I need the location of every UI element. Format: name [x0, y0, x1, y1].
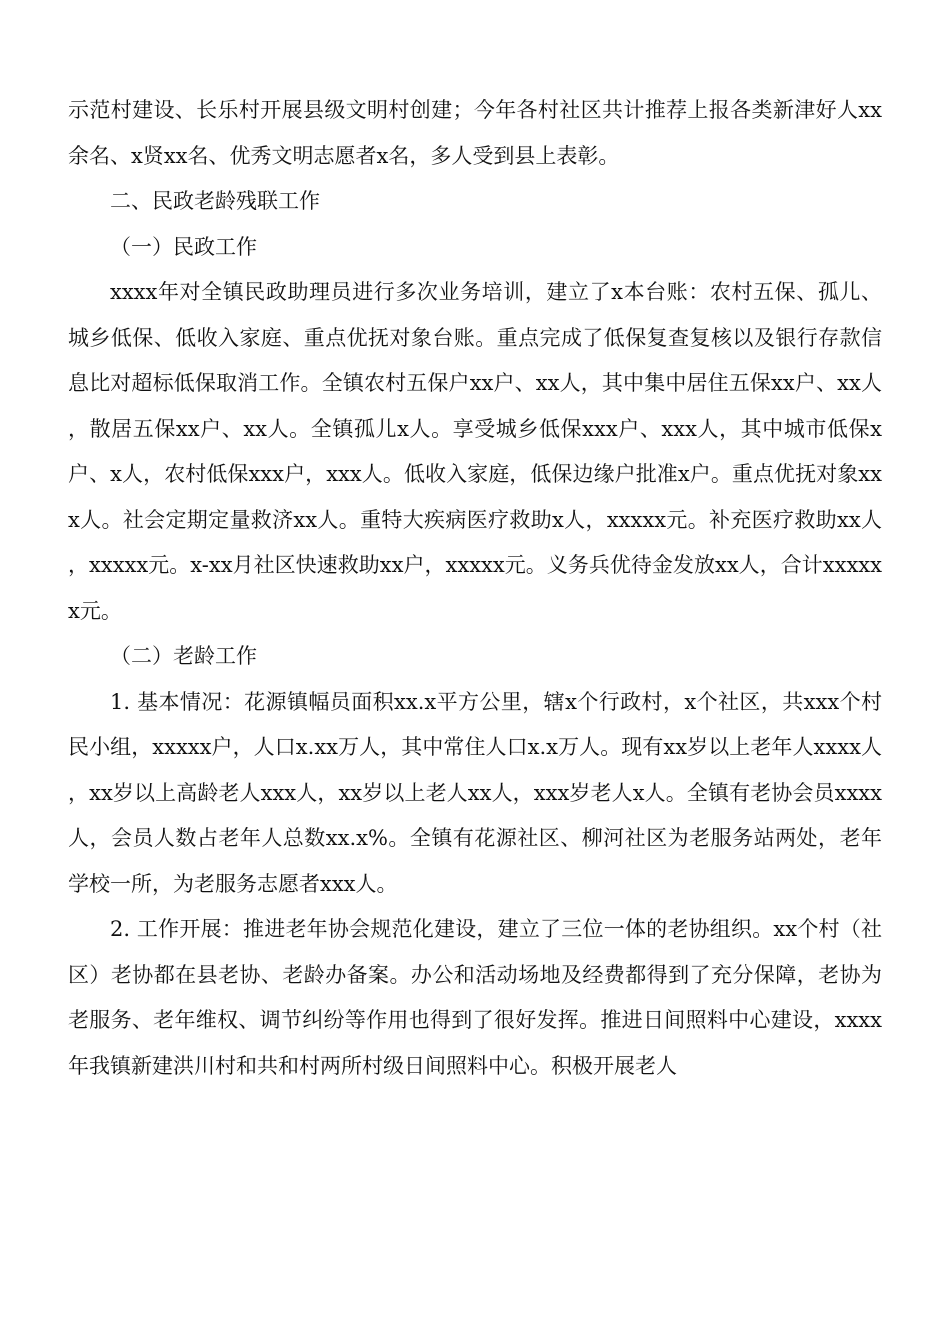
- paragraph-work-progress: 2. 工作开展：推进老年协会规范化建设，建立了三位一体的老协组织。xx个村（社区）老协都在县老协、老龄办备案。办公和活动场地及经费都得到了充分保障，老协为老服务、老年维权、调节纠纷等作用也得到了很好发挥。推进日间照料中心建设，xxxx年我镇新建洪川村和共和村两所村级日间照料中心。积极开展老人: [68, 917, 882, 1078]
- section-heading-civil-affairs: 二、民政老龄残联工作: [110, 189, 320, 213]
- paragraph-basic-situation: 1. 基本情况：花源镇幅员面积xx.x平方公里，辖x个行政村，x个社区，共xxx个村民小组，xxxxx户，人口x.xx万人，其中常住人口x.x万人。现有xx岁以上老年人xxxx人，xx岁以上高龄老人xxx人，xx岁以上老人xx人，xxx岁老人x人。全镇有老协会员xxxx人，会员人数占老年人总数xx.x%。全镇有花源社区、柳河社区为老服务站两处，老年学校一所，为老服务志愿者xxx人。: [68, 689, 882, 896]
- paragraph-continuation: 示范村建设、长乐村开展县级文明村创建；今年各村社区共计推荐上报各类新津好人xx余名、x贤xx名、优秀文明志愿者x名，多人受到县上表彰。: [68, 98, 882, 168]
- document-body: [68, 88, 882, 1089]
- subheading-elderly-work: （二）老龄工作: [110, 644, 257, 668]
- paragraph-civil-affairs: xxxx年对全镇民政助理员进行多次业务培训，建立了x本台账：农村五保、孤儿、城乡低保、低收入家庭、重点优抚对象台账。重点完成了低保复查复核以及银行存款信息比对超标低保取消工作。全镇农村五保户xx户、xx人，其中集中居住五保xx户、xx人，散居五保xx户、xx人。全镇孤儿x人。享受城乡低保xxx户、xxx人，其中城市低保x户、x人，农村低保xxx户，xxx人。低收入家庭，低保边缘户批准x户。重点优抚对象xxx人。社会定期定量救济xx人。重特大疾病医疗救助x人，xxxxx元。补充医疗救助xx人，xxxxx元。x-xx月社区快速救助xx户，xxxxx元。义务兵优待金发放xx人，合计xxxxxx元。: [68, 280, 882, 623]
- subheading-civil-affairs-work: （一）民政工作: [110, 234, 257, 259]
